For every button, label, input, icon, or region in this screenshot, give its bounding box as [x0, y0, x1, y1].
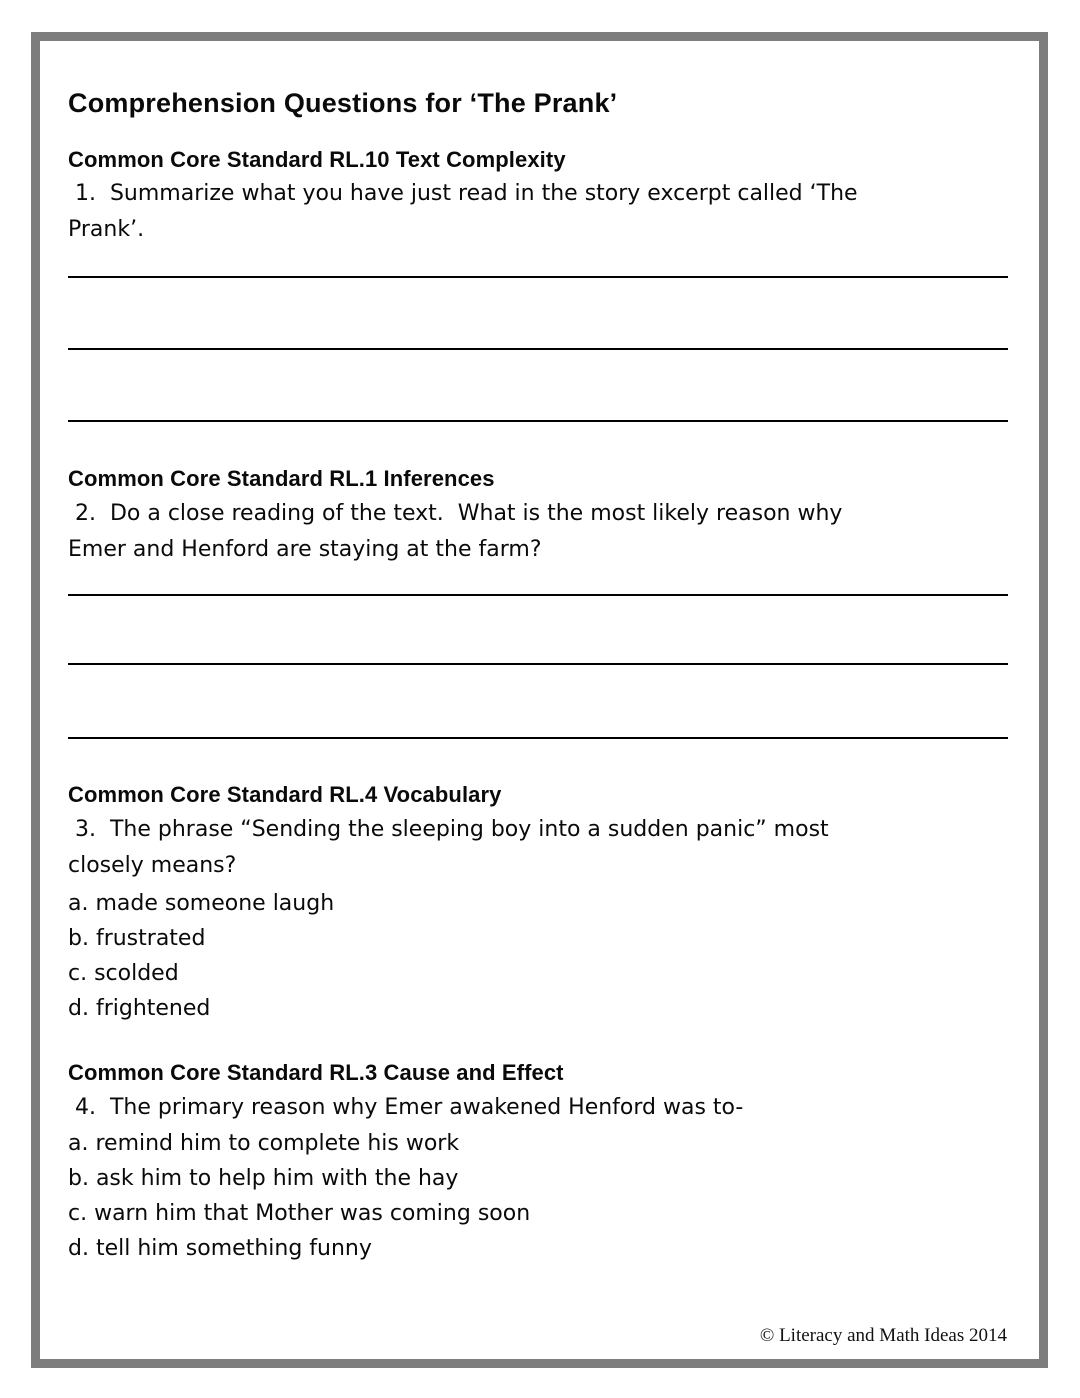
section-heading: Common Core Standard RL.4 Vocabulary [68, 782, 502, 807]
answer-line [68, 737, 1008, 739]
answer-line [68, 348, 1008, 350]
option-d: d. tell him something funny [68, 1236, 372, 1261]
page-title: Comprehension Questions for ‘The Prank’ [68, 88, 618, 118]
question-4-options [68, 1126, 1009, 1266]
question-3-line-1: 3. The phrase “Sending the sleeping boy into a sudden panic” most [68, 817, 829, 842]
option-d: d. frightened [68, 996, 211, 1021]
option-c: c. scolded [68, 961, 179, 986]
section-text-complexity [68, 147, 1009, 422]
question-1-line-1: 1. Summarize what you have just read in the story excerpt called ‘The [68, 181, 858, 206]
answer-line [68, 594, 1008, 596]
answer-line [68, 276, 1008, 278]
question-1 [68, 176, 1009, 248]
question-2-line-2: Emer and Henford are staying at the farm? [68, 537, 542, 562]
question-4 [68, 1090, 1009, 1126]
option-a: a. made someone laugh [68, 891, 335, 916]
answer-line [68, 420, 1008, 422]
question-3-line-2: closely means? [68, 853, 237, 878]
question-2 [68, 496, 1009, 568]
question-2-line-1: 2. Do a close reading of the text. What is the most likely reason why [68, 501, 843, 526]
option-b: b. frustrated [68, 926, 206, 951]
question-3 [68, 812, 1009, 884]
section-heading: Common Core Standard RL.3 Cause and Effect [68, 1060, 564, 1085]
section-heading: Common Core Standard RL.10 Text Complexity [68, 147, 566, 172]
question-1-line-2: Prank’. [68, 217, 145, 242]
section-vocabulary [68, 782, 1009, 1026]
option-c: c. warn him that Mother was coming soon [68, 1201, 531, 1226]
option-a: a. remind him to complete his work [68, 1131, 460, 1156]
section-cause-and-effect [68, 1060, 1009, 1266]
answer-line [68, 663, 1008, 665]
question-3-options [68, 886, 1009, 1026]
worksheet-page [31, 32, 1048, 1368]
option-b: b. ask him to help him with the hay [68, 1166, 459, 1191]
copyright-notice: © Literacy and Math Ideas 2014 [759, 1325, 1007, 1346]
section-heading: Common Core Standard RL.1 Inferences [68, 466, 495, 491]
question-4-line-1: 4. The primary reason why Emer awakened Henford was to- [68, 1095, 744, 1120]
section-inferences [68, 466, 1009, 739]
